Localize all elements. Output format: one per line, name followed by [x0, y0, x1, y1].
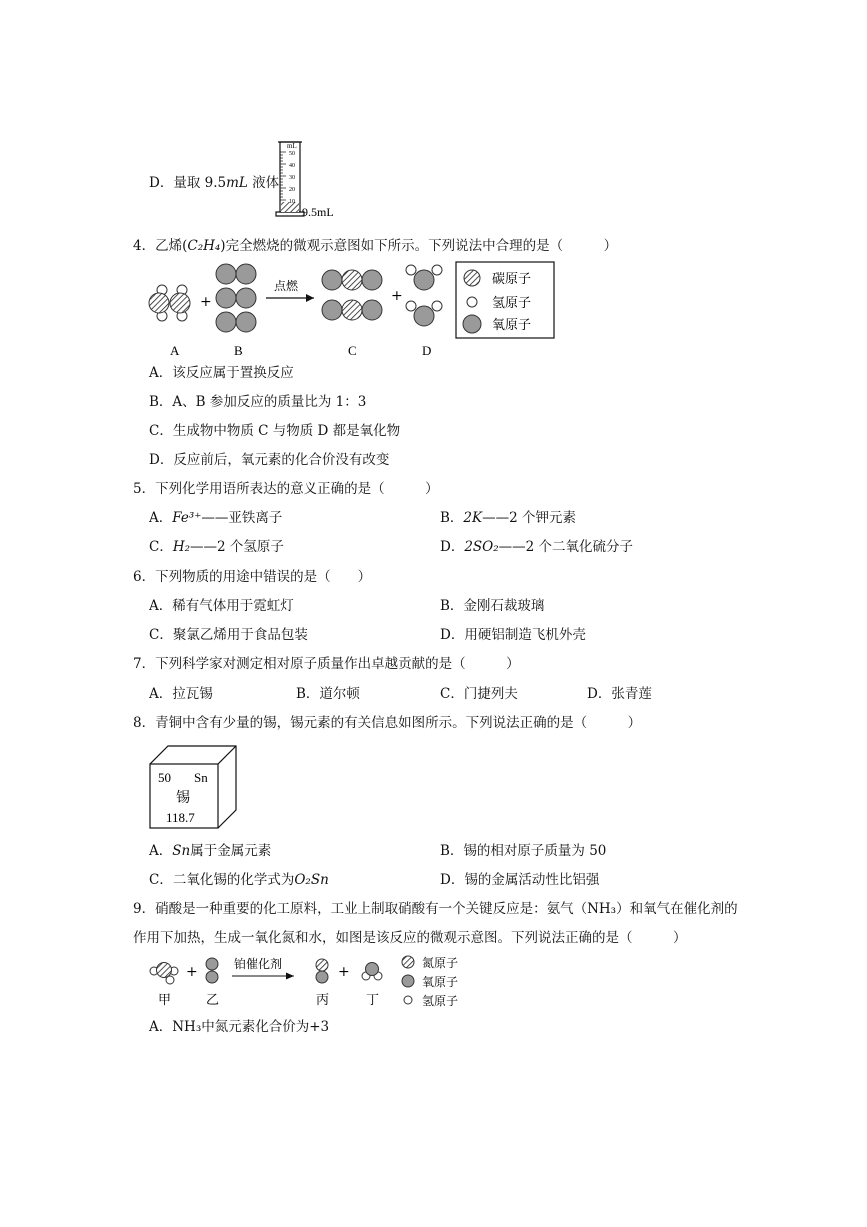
q4-option-d: D．反应前后，氧元素的化合价没有改变	[149, 452, 390, 468]
label-a: A	[170, 343, 180, 358]
q7-option-a: A．拉瓦锡	[149, 686, 213, 702]
cylinder-tick-label: 10	[289, 199, 295, 205]
label-d: D	[422, 343, 432, 358]
q8-option-d: D．锡的金属活动性比铝强	[440, 872, 600, 888]
q4-condition: 点燃	[274, 279, 299, 293]
label-b: B	[234, 343, 243, 358]
plus-sign: +	[391, 288, 403, 304]
label-ding: 丁	[366, 993, 380, 1008]
q9-condition: 铂催化剂	[234, 957, 283, 971]
cylinder-tick-label: 40	[289, 163, 295, 169]
cylinder-reading: 9.5mL	[302, 205, 334, 219]
molecule-c	[322, 270, 382, 320]
q5-option-b: B．2K——2 个钾元素	[440, 510, 576, 526]
q9-stem-line2: 作用下加热，生成一氧化氮和水，如图是该反应的微观示意图。下列说法正确的是（ ）	[133, 930, 687, 946]
label-c: C	[348, 343, 357, 358]
legend-nitrogen: 氮原子	[422, 956, 459, 970]
molecule-d	[406, 265, 442, 326]
q8-option-a: A．Sn属于金属元素	[149, 843, 272, 859]
molecule-yi	[206, 958, 218, 983]
plus-sign: +	[200, 294, 212, 310]
q9-reaction-diagram	[148, 954, 478, 1010]
q8-stem: 8．青铜中含有少量的锡，锡元素的有关信息如图所示。下列说法正确的是（ ）	[133, 715, 642, 731]
q9-option-a: A．NH₃中氮元素化合价为+3	[149, 1019, 330, 1035]
q4-reaction-diagram	[140, 258, 560, 368]
graduated-cylinder	[270, 136, 340, 226]
element-symbol: Sn	[194, 770, 208, 785]
q7-option-b: B．道尔顿	[296, 686, 360, 702]
q4-option-c: C．生成物中物质 C 与物质 D 都是氧化物	[149, 423, 401, 439]
q9-stem-line1: 9．硝酸是一种重要的化工原料，工业上制取硝酸有一个关键反应是：氨气（NH₃）和氧气在催化剂的	[133, 901, 738, 917]
plus-sign: +	[186, 964, 198, 980]
q8-option-c: C．二氧化锡的化学式为O₂Sn	[149, 872, 329, 888]
q4-stem: 4．乙烯(C₂H₄)完全燃烧的微观示意图如下所示。下列说法中合理的是（ ）	[133, 238, 618, 254]
q6-option-c: C．聚氯乙烯用于食品包装	[149, 627, 308, 643]
element-name: 锡	[176, 790, 190, 806]
molecule-a	[149, 285, 190, 321]
q4-option-b: B．A、B 参加反应的质量比为 1：3	[149, 394, 367, 410]
q7-option-c: C．门捷列夫	[440, 686, 518, 702]
molecule-ding	[362, 963, 382, 981]
q6-option-d: D．用硬铝制造飞机外壳	[440, 627, 586, 643]
q7-stem: 7．下列科学家对测定相对原子质量作出卓越贡献的是（ ）	[133, 656, 520, 672]
q6-stem: 6．下列物质的用途中错误的是（ ）	[133, 569, 372, 585]
q5-option-d: D．2SO₂——2 个二氧化硫分子	[440, 539, 634, 555]
q6-option-a: A．稀有气体用于霓虹灯	[149, 598, 294, 614]
element-number: 50	[158, 770, 171, 785]
label-bing: 丙	[316, 993, 330, 1008]
q5-option-c: C．H₂——2 个氢原子	[149, 539, 284, 555]
element-mass: 118.7	[166, 810, 195, 825]
plus-sign: +	[338, 964, 350, 980]
label-yi: 乙	[206, 993, 220, 1008]
legend-carbon: 碳原子	[492, 272, 532, 287]
legend-hydrogen: 氢原子	[422, 994, 459, 1008]
q7-option-d: D．张青莲	[587, 686, 652, 702]
cylinder-tick-label: 50	[289, 151, 295, 157]
molecule-b	[216, 264, 256, 332]
cylinder-unit-label: mL	[287, 142, 297, 150]
molecule-bing	[316, 959, 328, 983]
molecule-jia	[150, 963, 178, 985]
legend-oxygen: 氧原子	[492, 318, 532, 333]
q3-option-d: D．量取 9.5mL 液体	[149, 175, 280, 191]
legend-hydrogen: 氢原子	[492, 296, 532, 311]
q4-option-a: A．该反应属于置换反应	[149, 365, 294, 381]
q5-stem: 5．下列化学用语所表达的意义正确的是（ ）	[133, 481, 439, 497]
label-jia: 甲	[158, 993, 172, 1008]
q5-option-a: A．Fe³⁺——亚铁离子	[149, 510, 283, 526]
cylinder-tick-label: 20	[289, 187, 295, 193]
q8-option-b: B．锡的相对原子质量为 50	[440, 843, 607, 859]
element-cube	[148, 744, 240, 830]
cylinder-tick-label: 30	[289, 175, 295, 181]
legend-oxygen: 氧原子	[422, 975, 459, 989]
q6-option-b: B．金刚石裁玻璃	[440, 598, 545, 614]
